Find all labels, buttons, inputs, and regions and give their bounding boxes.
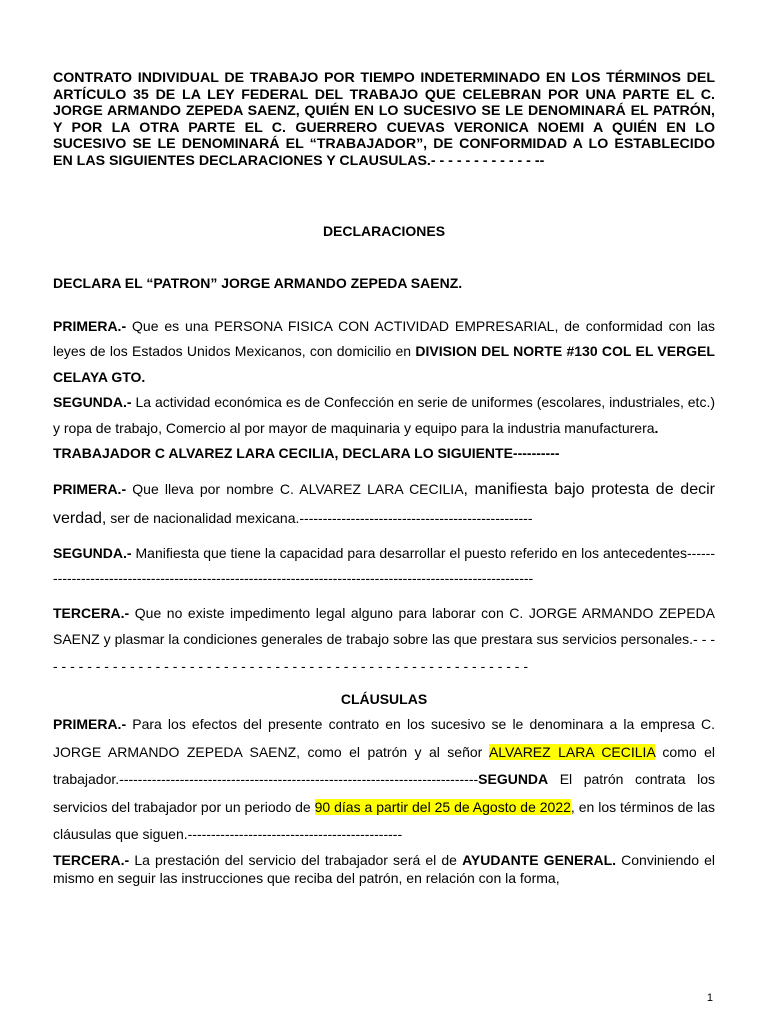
cl-segunda-highlight: 90 días a partir del 25 de Agosto de 2022 <box>314 798 571 815</box>
page-number: 1 <box>706 992 713 1004</box>
trab-primera-text3: ser de nacionalidad mexicana.-------------------------------------------------- <box>106 509 533 526</box>
patron-heading: DECLARA EL “PATRON” JORGE ARMANDO ZEPEDA SAENZ. <box>53 275 463 291</box>
trab-tercera-paragraph <box>53 600 715 680</box>
patron-primera-label: PRIMERA.- <box>53 317 127 334</box>
trab-tercera-text: Que no existe impedimento legal alguno para laborar con C. JORGE ARMANDO ZEPEDA SAENZ y plasmar la condiciones generales de trabajo sobre las que prestara sus servicios personales.- - - - - - - - - - - - - - - - - - - - - - - - - - - - - - - - - - - - - - - - - - - - - - - - - - - - - - - - - - - <box>53 604 715 674</box>
cl-tercera-paragraph <box>53 851 715 887</box>
cl-segunda-label: SEGUNDA <box>478 771 549 787</box>
trab-segunda-paragraph <box>53 541 715 592</box>
cl-tercera-bold: AYUDANTE GENERAL. <box>462 851 617 868</box>
trab-tercera-label: TERCERA.- <box>53 604 130 621</box>
patron-segunda-paragraph <box>53 390 715 441</box>
patron-primera-paragraph <box>53 314 715 391</box>
patron-segunda-label: SEGUNDA.- <box>53 394 132 410</box>
cl-tercera-text1: La prestación del servicio del trabajador será el de <box>129 851 463 868</box>
cl-segunda-text1: El patrón contrata los servicios del trabajador por un periodo de <box>53 771 715 815</box>
cl-tercera-label: TERCERA.- <box>53 851 130 868</box>
trab-primera-text1: Que lleva por nombre C. ALVAREZ LARA CECILIA <box>126 480 464 497</box>
patron-segunda-text: La actividad económica es de Confección en serie de uniformes (escolares, industriales, etc.) y ropa de trabajo, Comercio al por mayor de maquinaria y equipo para la industria manufacturera <box>53 394 715 436</box>
trab-segunda-text: Manifiesta que tiene la capacidad para desarrollar el puesto referido en los antecedentes------------------------------------------------------------------------------------------------------------- <box>53 544 715 586</box>
cl-primera-highlight: ALVAREZ LARA CECILIA <box>488 743 656 760</box>
cl-primera-text1: Para los efectos del presente contrato en los sucesivo se le denominara a la empresa C. JORGE ARMANDO ZEPEDA SAENZ, como el patrón y al señor <box>53 716 715 760</box>
patron-primera-text: Que es una PERSONA FISICA CON ACTIVIDAD EMPRESARIAL, de conformidad con las leyes de los Estados Unidos Mexicanos, con domicilio en <box>53 317 715 359</box>
patron-segunda-end: . <box>654 419 659 436</box>
contract-title: CONTRATO INDIVIDUAL DE TRABAJO POR TIEMPO INDETERMINADO EN LOS TÉRMINOS DEL ARTÍCULO 35 DE LA LEY FEDERAL DEL TRABAJO QUE CELEBRAN POR UNA PARTE EL C. JORGE ARMANDO ZEPEDA SAENZ, QUIÉN EN LO SUCESIVO SE LE DENOMINARÁ EL PATRÓN, Y POR LA OTRA PARTE EL C. GUERRERO CUEVAS VERONICA NOEMI A QUIÉN EN LO SUCESIVO SE LE DENOMINARÁ EL “TRABAJADOR”, DE CONFORMIDAD A LO ESTABLECIDO EN LAS SIGUIENTES DECLARACIONES Y CLAUSULAS.- - - - - - - - - - - - -- <box>53 70 715 169</box>
patron-primera-address: DIVISION DEL NORTE #130 COL EL VERGEL CELAYA GTO. <box>53 343 715 385</box>
trab-segunda-label: SEGUNDA.- <box>53 544 132 561</box>
cl-primera-text2: como el trabajador.----------------------------------------------------------------------------- <box>53 743 715 787</box>
declaraciones-heading: DECLARACIONES <box>322 223 446 239</box>
document-page <box>53 70 715 887</box>
trabajador-heading: TRABAJADOR C ALVAREZ LARA CECILIA, DECLARA LO SIGUIENTE---------- <box>53 445 560 461</box>
trab-primera-text2: , manifiesta bajo protesta de decir verdad, <box>53 480 715 527</box>
cl-primera-paragraph <box>53 711 715 849</box>
cl-tercera-text2: Conviniendo el mismo en seguir las instrucciones que reciba del patrón, en relación con la forma, <box>53 851 715 886</box>
cl-segunda-text2: , en los términos de las cláusulas que siguen.---------------------------------------------- <box>53 798 715 842</box>
cl-primera-label: PRIMERA.- <box>53 716 127 732</box>
clausulas-heading: CLÁUSULAS <box>340 691 428 707</box>
trab-primera-paragraph <box>53 475 715 533</box>
trab-primera-label: PRIMERA.- <box>53 480 127 497</box>
